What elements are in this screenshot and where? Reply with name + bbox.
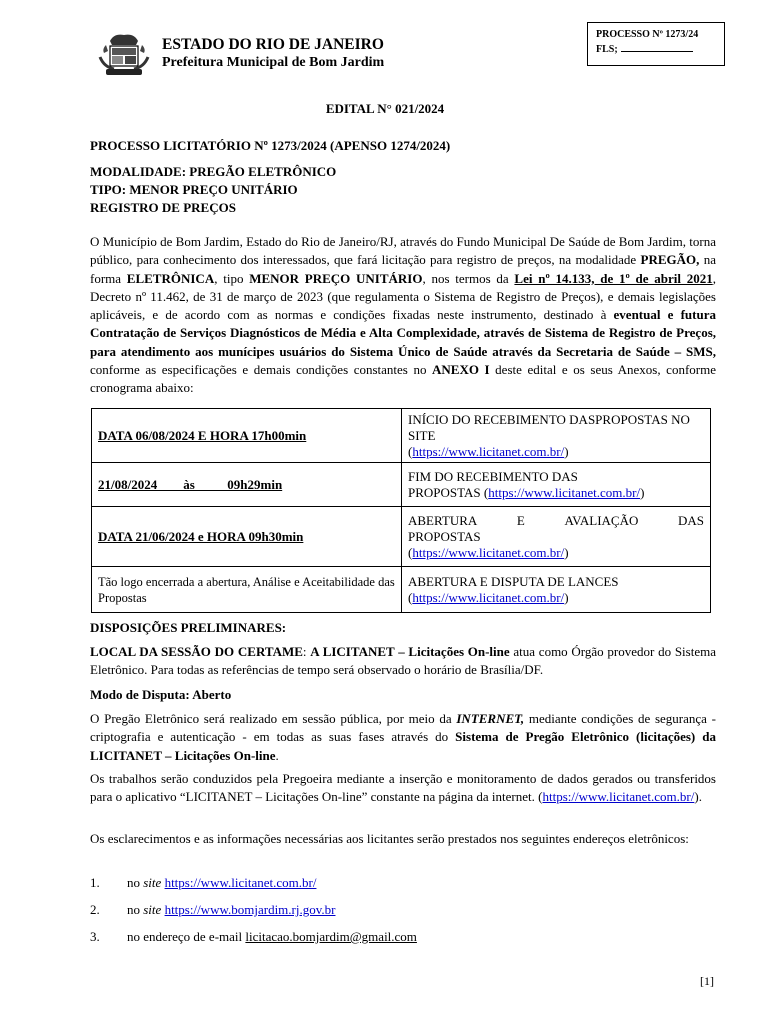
- licitanet-link[interactable]: https://www.licitanet.com.br/: [412, 443, 565, 459]
- municipal-coat-of-arms-logo: [96, 31, 152, 79]
- table-row: [92, 463, 711, 507]
- list-text: no endereço de e-mail: [127, 929, 246, 944]
- stamp-process-number: PROCESSO Nº 1273/24: [596, 29, 699, 40]
- licitanet-link[interactable]: https://www.licitanet.com.br/: [412, 544, 565, 560]
- schedule-event-justified: [408, 513, 704, 529]
- list-number: 1.: [90, 875, 100, 890]
- municipality-name: Prefeitura Municipal de Bom Jardim: [162, 55, 385, 70]
- pregao-internet: INTERNET,: [456, 711, 525, 726]
- schedule-table: [91, 408, 711, 613]
- intro-text: na forma: [90, 252, 716, 286]
- schedule-date-cell: DATA 06/08/2024 E HORA 17h00min: [92, 409, 402, 463]
- intro-bold: MENOR PREÇO UNITÁRIO: [249, 270, 423, 286]
- list-number: 2.: [90, 902, 100, 917]
- conduct-text: ).: [694, 789, 702, 805]
- licitanet-link[interactable]: https://www.licitanet.com.br/: [164, 875, 317, 890]
- schedule-event-word: E: [516, 512, 525, 528]
- stamp-fls-row: [596, 42, 716, 57]
- intro-text: , tipo: [214, 270, 250, 286]
- schedule-event-cell: INÍCIO DO RECEBIMENTO DASPROPOSTAS NO SITE (https://www.licitanet.com.br/): [402, 409, 711, 463]
- preliminary-heading: DISPOSIÇÕES PRELIMINARES:: [90, 620, 287, 635]
- intro-paragraph: [90, 233, 716, 398]
- table-row: [92, 409, 711, 463]
- law-reference: Lei nº 14.133, de 1º de abril 2021: [514, 270, 713, 286]
- schedule-event-text: ABERTURA E DISPUTA DE LANCES: [408, 573, 619, 589]
- local-text: atua como Órgão provedor do Sistema Eletrônico. Para todas as referências de tempo será observado o horário de Brasília/DF.: [90, 644, 716, 678]
- dispute-mode: Modo de Disputa: Aberto: [90, 687, 232, 702]
- schedule-event-text: PROPOSTAS: [408, 528, 481, 544]
- intro-annex: ANEXO I: [432, 362, 490, 378]
- schedule-event-word: ABERTURA: [408, 512, 478, 528]
- local-provider: A LICITANET – Licitações On-line: [310, 644, 510, 659]
- pregao-text: mediante condições de segurança - criptografia e autenticação - em todas as suas fases através do: [90, 711, 716, 745]
- licitanet-link[interactable]: https://www.licitanet.com.br/: [412, 589, 565, 605]
- intro-bold: ELETRÔNICA: [126, 270, 215, 286]
- schedule-event-text: INÍCIO DO RECEBIMENTO DASPROPOSTAS NO SITE: [408, 411, 690, 443]
- intro-bold: PREGÃO,: [640, 252, 700, 268]
- intro-text: , Decreto nº 11.462, de 31 de março de 2023 (que regulamenta o Sistema de Registro de Preços), e demais legislações aplicáveis, e de acordo com as normas e condições fixadas neste instrumento, destinado à: [90, 270, 716, 323]
- intro-object: eventual e futura Contratação de Serviços Diagnósticos de Média e Alta Complexidade, através de Sistema de Registro de Preços, para atendimento aos munícipes usuários do Sistema Único de Saúde através da Secretaria de Saúde – SMS,: [90, 307, 716, 359]
- pregao-text: O Pregão Eletrônico será realizado em sessão pública, por meio da: [90, 711, 457, 726]
- schedule-event-word: DAS: [677, 512, 704, 528]
- list-item: [90, 929, 417, 945]
- state-name: ESTADO DO RIO DE JANEIRO: [162, 36, 384, 53]
- list-text: no: [127, 902, 144, 917]
- licitanet-link[interactable]: https://www.licitanet.com.br/: [542, 789, 695, 805]
- modality-line: MODALIDADE: PREGÃO ELETRÔNICO: [90, 164, 337, 179]
- email-link[interactable]: licitacao.bomjardim@gmail.com: [245, 929, 417, 944]
- list-italic: site: [143, 902, 162, 917]
- stamp-fls-blank: [621, 42, 693, 52]
- schedule-event-word: AVALIAÇÃO: [564, 512, 639, 528]
- conduct-paragraph: [90, 770, 716, 807]
- list-italic: site: [143, 875, 162, 890]
- page-number: [1]: [700, 974, 714, 988]
- electronic-auction-paragraph: [90, 710, 716, 765]
- schedule-date-cell: Tão logo encerrada a abertura, Análise e Aceitabilidade das Propostas: [92, 567, 402, 613]
- schedule-event-text: FIM DO RECEBIMENTO DAS: [408, 468, 578, 484]
- pregao-text: .: [275, 747, 279, 763]
- stamp-fls-label: FLS;: [596, 44, 618, 55]
- schedule-event-text: PROPOSTAS (: [408, 484, 489, 500]
- schedule-date-cell: 21/08/2024 às 09h29min: [92, 463, 402, 507]
- process-stamp-box: [587, 22, 725, 66]
- registry-line: REGISTRO DE PREÇOS: [90, 200, 236, 215]
- edital-title: EDITAL N° 021/2024: [325, 101, 445, 116]
- schedule-event-cell: [402, 463, 711, 507]
- list-item: [90, 902, 335, 918]
- schedule-event-text: ): [640, 484, 645, 500]
- type-line: TIPO: MENOR PREÇO UNITÁRIO: [90, 182, 298, 197]
- table-row: [92, 567, 711, 613]
- list-number: 3.: [90, 929, 100, 944]
- schedule-date-cell: DATA 21/06/2024 e HORA 09h30min: [92, 507, 402, 567]
- intro-text: , nos termos da: [422, 270, 515, 286]
- intro-text: O Município de Bom Jardim, Estado do Rio de Janeiro/RJ, através do Fundo Municipal De Saúde de Bom Jardim, torna público, para conhecimento dos interessados, que fará licitação para registro de preços, na modalidade: [90, 234, 716, 268]
- list-item: [90, 875, 316, 891]
- process-line: PROCESSO LICITATÓRIO Nº 1273/2024 (APENSO 1274/2024): [90, 138, 451, 153]
- local-label: LOCAL DA SESSÃO DO CERTAME: [90, 644, 303, 659]
- schedule-event-cell: ABERTURA E AVALIAÇÃO DAS PROPOSTAS (https://www.licitanet.com.br/): [402, 507, 711, 567]
- list-text: no: [127, 875, 144, 890]
- schedule-event-cell: ABERTURA E DISPUTA DE LANCES (https://www.licitanet.com.br/): [402, 567, 711, 613]
- local-text: :: [302, 644, 311, 659]
- intro-text: conforme as especificações e demais condições constantes no: [90, 362, 433, 378]
- conduct-text: Os trabalhos serão conduzidos pela Pregoeira mediante a inserção e monitoramento de dados gerados ou transferidos para o aplicativo “LICITANET – Licitações On-line” constante na página da internet. (: [90, 771, 716, 805]
- licitanet-link[interactable]: https://www.licitanet.com.br/: [488, 484, 641, 500]
- clarifications-paragraph: Os esclarecimentos e as informações necessárias aos licitantes serão prestados nos seguintes endereços eletrônicos:: [90, 831, 689, 846]
- pregao-system: Sistema de Pregão Eletrônico (licitações) da LICITANET – Licitações On-line: [90, 729, 716, 763]
- intro-text: deste edital e os seus Anexos, conforme cronograma abaixo:: [90, 362, 716, 396]
- table-row: [92, 507, 711, 567]
- bomjardim-link[interactable]: https://www.bomjardim.rj.gov.br: [164, 902, 336, 917]
- local-paragraph: [90, 643, 716, 680]
